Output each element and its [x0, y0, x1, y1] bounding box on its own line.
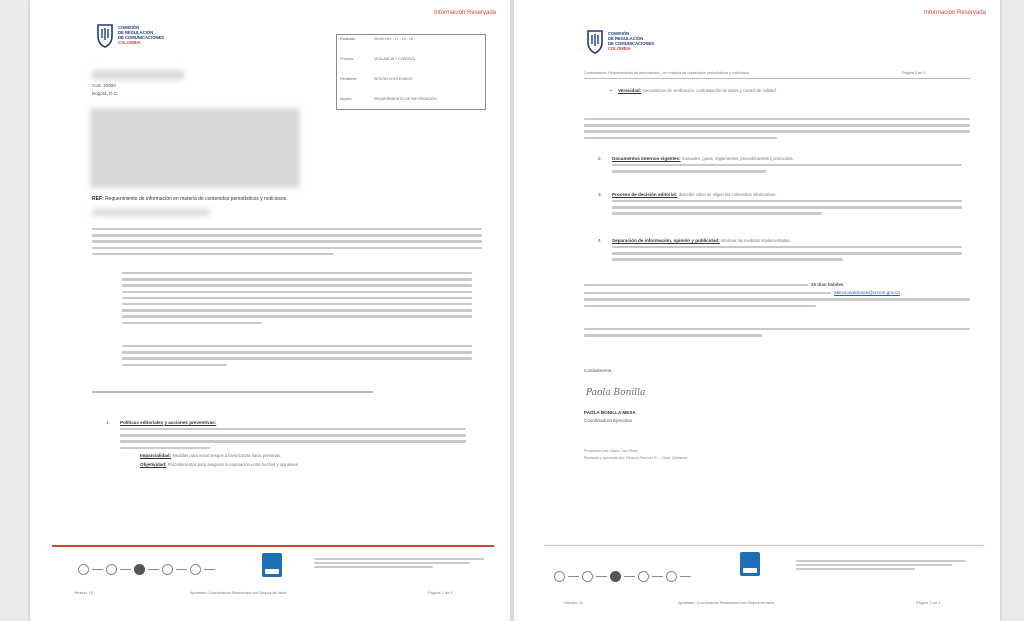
sub-item-title: Imparcialidad: [140, 452, 172, 458]
bullet-veracidad: • Veracidad: mecanismos de verificación, contrastación de datos y control de calidad. [610, 88, 777, 93]
list-item-title-rest: y acciones preventivas: [164, 420, 217, 425]
recipient-code: Cod. 10000 [92, 83, 116, 88]
step-circle [162, 564, 173, 575]
closing-salutation: Cordialmente, [584, 368, 613, 373]
list-item-text: describir cómo se eligen los contenidos informativos. [678, 192, 777, 197]
list-item-text: informar las medidas implementadas. [721, 238, 791, 243]
list-item-title: Documentos internos vigentes: [612, 156, 681, 161]
process-steps [554, 571, 691, 582]
step-circle [638, 571, 649, 582]
list-number: 1. [106, 420, 110, 425]
list-item-4 [598, 238, 968, 265]
paragraph-finally [584, 118, 970, 143]
redacted-recipient-name [92, 70, 184, 80]
footer-page: Página: 2 de 2 [916, 601, 941, 605]
step-circle [106, 564, 117, 575]
logo-line-4: COLOMBIA [118, 40, 141, 45]
email-link[interactable]: atencionalcliente@crcom.gov.co [834, 290, 900, 296]
step-circle [134, 564, 145, 575]
deadline-days: 15 días hábiles [810, 282, 844, 287]
logo-line-4: COLOMBIA [608, 46, 631, 51]
crc-logo [96, 22, 164, 48]
filing-value: VIGILANCIA Y CONTROL [374, 57, 416, 61]
footer-version: Versión: 10 [564, 601, 583, 605]
filing-value: SESIÓN CONTENIDOS [374, 77, 413, 81]
step-circle [666, 571, 677, 582]
filing-value: REQUERIMIENTO DE INFORMACIÓN [374, 97, 437, 101]
footer-divider [544, 545, 984, 546]
step-circle [554, 571, 565, 582]
list-item-title: Proceso de decisión editorial: [612, 192, 678, 197]
logo-line-2: DE REGULACIÓN [118, 30, 154, 35]
reference-line [92, 196, 288, 202]
list-item-title: Separación de información, opinión y publicidad: [612, 238, 720, 243]
continuation-header: Continuación: Requerimiento de información – en materia de contenidos periodísticos y noticiosos [584, 71, 750, 75]
list-item-1 [106, 420, 474, 467]
process-steps [78, 564, 215, 575]
logo-line-1: COMISIÓN [608, 31, 630, 36]
footer-approved: Aprobado: Coordinación Relaciones con Grupos de Valor [190, 591, 287, 595]
filing-value: 2019XXXX - 11 - 10 - 16 [374, 37, 413, 41]
recipient-city: Bogotá, D.C. [92, 91, 119, 96]
footer-address [796, 560, 966, 573]
redacted-salutation [92, 209, 210, 216]
list-item-text: manuales, guías, reglamentos, procedimientos y protocolos. [681, 156, 794, 161]
list-item-title: Políticas editoriales [120, 420, 164, 425]
sub-item-1 [140, 453, 474, 458]
list-item-2 [598, 156, 968, 176]
sub-item-text: Procedimientos para asegurar la separación entre hechos y opiniones. [167, 461, 299, 467]
footer-approved: Aprobado: Coordinación Relaciones con Grupos de Valor [678, 601, 775, 605]
logo-line-1: COMISIÓN [118, 25, 140, 30]
noncompliance-paragraph [584, 328, 970, 340]
classification-label: Información Reservada [433, 10, 496, 16]
bullet-text: mecanismos de verificación, contrastación de datos y control de calidad. [642, 88, 777, 93]
footer-divider [52, 545, 494, 547]
prepared-by: Proyectado por: Maria Cruz Rivas [584, 449, 638, 453]
request-intro [92, 391, 482, 397]
crc-shield-icon [96, 22, 114, 48]
step-circle [190, 564, 201, 575]
page-indicator: Página 2 de 2 [902, 71, 926, 75]
step-circle [582, 571, 593, 582]
sub-item-2 [140, 462, 474, 467]
sub-item-title: Objetividad: [140, 461, 167, 467]
reviewed-by: Revisado y aprobado por: Ricardo Ramírez R. – Victor Quintanar [584, 456, 688, 460]
document-page-2 [514, 0, 1000, 621]
footer-page: Página: 1 de 2 [428, 591, 453, 595]
quoted-article [122, 272, 472, 328]
filing-label: Asunto: [340, 97, 353, 101]
footer-address [314, 558, 484, 571]
filing-label: Radicado: [340, 37, 357, 41]
crc-logo [586, 28, 654, 54]
sub-item-text: Medidas para evitar sesgos a favor/contra hacia personas. [172, 452, 282, 458]
list-number: 3. [598, 192, 602, 197]
deadline-paragraph [584, 282, 970, 311]
redacted-address-block [90, 108, 300, 188]
header-rule [584, 78, 970, 79]
logo-line-3: DE COMUNICACIONES [608, 41, 655, 46]
logo-line-3: DE COMUNICACIONES [118, 35, 165, 40]
filing-label: Proceso: [340, 57, 355, 61]
reference-text: Requerimiento de información en materia de contenidos periodísticos y noticiosos. [105, 196, 288, 202]
list-number: 4. [598, 238, 602, 243]
classification-label: Información Reservada [923, 10, 986, 16]
quoted-paragraph-2 [122, 345, 472, 370]
footer-version: Versión: 10 [74, 591, 93, 595]
document-page-1 [30, 0, 510, 621]
list-item-3 [598, 192, 968, 219]
intro-paragraph [92, 228, 482, 259]
step-circle [610, 571, 621, 582]
bogota-logo-icon [262, 553, 282, 577]
handwritten-signature: Paola Bonilla [586, 388, 646, 398]
filing-box [336, 34, 486, 110]
bogota-logo-icon [740, 552, 760, 576]
bullet-title: Veracidad: [618, 88, 642, 93]
reference-label: REF: [92, 196, 104, 202]
list-number: 2. [598, 156, 602, 161]
signer-role: Coordinadora Ejecutiva [584, 418, 632, 423]
filing-label: Remitente: [340, 77, 358, 81]
signer-name: PAOLA BONILLA MESA [584, 410, 636, 415]
logo-line-2: DE REGULACIÓN [608, 36, 644, 41]
crc-shield-icon [586, 28, 604, 54]
step-circle [78, 564, 89, 575]
